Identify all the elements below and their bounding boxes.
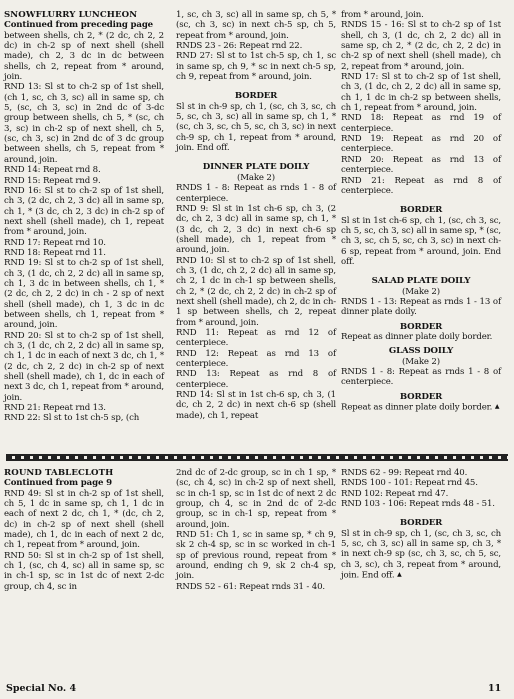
section-title: SNOWFLURRY LUNCHEON xyxy=(4,10,138,20)
border-heading: BORDER xyxy=(399,205,443,216)
glass-doily-title: GLASS DOILY xyxy=(388,346,454,357)
instruction-line: RND 49: Sl st in ch-2 sp of 1st shell, ch 5, 1 dc in same sp, ch 1, 1 dc in each of next 2 dc, ch 1, * (dc, ch 2, dc) in ch-2 sp of next shell (shell made), ch 1, dc in each of next 2 dc, ch 1, repeat from * around, join. xyxy=(4,488,164,551)
tablecloth-column-3 xyxy=(341,468,501,581)
page-number: 11 xyxy=(488,683,502,694)
salad-plate-title: SALAD PLATE DOILY xyxy=(371,276,471,287)
instruction-line: RND 14: Repeat rnd 8. xyxy=(4,165,101,176)
instruction-line: 1, sc, ch 3, sc) all in same sp, ch 5, * (sc, ch 3, sc) in next ch-5 sp, ch 5, repeat from * around, join. xyxy=(176,10,336,41)
instruction-line: RNDS 62 - 99: Repeat rnd 40. xyxy=(341,468,468,478)
instruction-line: RNDS 23 - 26: Repeat rnd 22. xyxy=(176,41,303,52)
instruction-line: RNDS 1 - 8: Repeat as rnds 1 - 8 of centerpiece. xyxy=(341,367,501,388)
end-triangle-icon: ▲ xyxy=(494,403,500,411)
tablecloth-column xyxy=(4,468,164,592)
instruction-line: RND 16: Sl st to ch-2 sp of 1st shell, ch 3, (2 dc, ch 2, 3 dc) all in same sp, ch 1, * (3 dc, ch 2, 3 dc) in ch-2 sp of next shell (shell made), ch 1, repeat from * around, join. xyxy=(4,185,164,238)
border-instructions xyxy=(341,402,501,413)
instruction-line: RND 19: Sl st to ch-2 sp of 1st shell, ch 3, (1 dc, ch 2, 2 dc) all in same sp, ch 1, 3 dc in between shells, ch 1, * (2 dc, ch 2, 2 dc) in ch - 2 sp of next shell (shell made), ch 1, 3 dc in dc between shells, ch 1, repeat from * around, join. xyxy=(4,258,164,331)
instruction-line: RND 102: Repeat rnd 47. xyxy=(341,488,449,499)
border-heading: BORDER xyxy=(399,391,443,402)
instruction-line: RND 15: Repeat rnd 9. xyxy=(4,175,101,186)
instruction-line: 2nd dc of 2-dc group, sc in ch 1 sp, * (sc, ch 4, sc) in ch-2 sp of next shell, sc in ch-1 sp, sc in 1st dc of next 2 dc group, ch 4, sc in 2nd dc of 2-dc group, sc in ch-1 sp, repeat from * around, join. xyxy=(176,468,336,530)
instruction-line: RND 20: Repeat as rnd 13 of centerpiece. xyxy=(341,154,501,176)
dinner-plate-title: DINNER PLATE DOILY xyxy=(202,162,310,173)
snowflurry-column xyxy=(4,10,164,424)
instruction-line: RND 21: Repeat as rnd 8 of centerpiece. xyxy=(341,175,501,196)
dinner-plate-column xyxy=(176,10,336,421)
instruction-line: RNDS 1 - 8: Repeat as rnds 1 - 8 of centerpiece. xyxy=(176,183,336,204)
instruction-line: between shells, ch 2, * (2 dc, ch 2, 2 dc) in ch-2 sp of next shell (shell made), ch 2, 3 dc in dc between shells, ch 2, repeat from * around, join. xyxy=(4,30,164,83)
instruction-line: RND 13: Sl st to ch-2 sp of 1st shell, (ch 1, sc, ch 3, sc) all in same sp, ch 5, (sc, ch 3, sc) in 2nd dc of 3-dc group between shells, ch 5, * (sc, ch 3, sc) in ch-2 sp of next shell, ch 5, (sc, ch 3, sc) in 2nd dc of 3 dc group between shells, ch 5, repeat from * around, join. xyxy=(4,82,164,165)
instruction-line: RNDS 100 - 101: Repeat rnd 45. xyxy=(341,478,478,489)
instruction-line: RND 18: Repeat rnd 11. xyxy=(4,247,106,258)
make-count: (Make 2) xyxy=(402,286,440,297)
border-heading: BORDER xyxy=(399,518,443,529)
instruction-line: RNDS 1 - 13: Repeat as rnds 1 - 13 of dinner plate doily. xyxy=(341,296,501,318)
instruction-line: RND 17: Sl st to ch-2 sp of 1st shell, ch 3, (1 dc, ch 2, 2 dc) all in same sp, ch 1, 1 dc in ch-2 sp between shells, ch 1, repeat from * around, join. xyxy=(341,72,501,114)
instruction-line: RND 20: Sl st to ch-2 sp of 1st shell, ch 3, (1 dc, ch 2, 2 dc) all in same sp, ch 1, 1 dc in each of next 3 dc, ch 1, * (2 dc, ch 2, 2 dc) in ch-2 sp of next shell (shell made), ch 1, dc in each of next 3 dc, ch 1, repeat from * around, join. xyxy=(4,330,164,403)
tablecloth-column-2 xyxy=(176,468,336,592)
make-count: (Make 2) xyxy=(237,172,275,183)
border-instructions: Sl st in 1st ch-6 sp, ch 1, (sc, ch 3, sc, ch 5, sc, ch 3, sc) all in same sp, * (sc, ch 3, sc, ch 5, sc, ch 3, sc) in next ch-6 sp, repeat from * around, join. End off. xyxy=(341,215,501,267)
section-divider xyxy=(6,454,508,461)
instruction-line: RND 9: Sl st in 1st ch-6 sp, ch 3, (2 dc, ch 2, 3 dc) all in same sp, ch 1, * (3 dc, ch 2, 3 dc) in next ch-6 sp (shell made), ch 1, repeat from * around, join. xyxy=(176,203,336,256)
instruction-line: RND 11: Repeat as rnd 12 of centerpiece. xyxy=(176,327,336,349)
section-title: ROUND TABLECLOTH xyxy=(4,468,114,478)
instruction-line: RND 27: Sl st to 1st ch-5 sp, ch 1, sc in same sp, ch 9, * sc in next ch-5 sp, ch 9, repeat from * around, join. xyxy=(176,51,336,83)
instruction-line: RND 13: Repeat as rnd 8 of centerpiece. xyxy=(176,369,336,390)
continued-note: Continued from page 9 xyxy=(4,478,112,489)
border-instructions: Sl st in ch-9 sp, ch 1, (sc, ch 3, sc, ch 5, sc, ch 3, sc) all in same sp, ch 1, * (sc, ch 3, sc, ch 5, sc, ch 3, sc) in next ch-9 sp, ch 1, repeat from * around, join. End off. xyxy=(176,101,336,154)
instruction-line: RNDS 52 - 61: Repeat rnds 31 - 40. xyxy=(176,581,325,592)
border-text: Repeat as dinner plate doily border. xyxy=(341,402,493,413)
border-instructions: Repeat as dinner plate doily border. xyxy=(341,331,493,342)
instruction-line: RND 17: Repeat rnd 10. xyxy=(4,237,106,248)
end-triangle-icon: ▲ xyxy=(397,571,402,579)
make-count: (Make 2) xyxy=(402,356,440,367)
instruction-line: RNDS 15 - 16: Sl st to ch-2 sp of 1st shell, ch 3, (1 dc, ch 2, 2 dc) all in same sp, ch 2, * (2 dc, ch 2, 2 dc) in ch-2 sp of next shell (shell made), ch 2, repeat from * around, join. xyxy=(341,20,501,72)
instruction-line: RND 51: Ch 1, sc in same sp, * ch 9, sk 2 ch-4 sp, sc in sc worked in ch-1 sp of previous round, repeat from * around, ending ch 9, sk 2 ch-4 sp, join. xyxy=(176,530,336,582)
instruction-line: RND 22: Sl st to 1st ch-5 sp, (ch xyxy=(4,413,140,424)
border-heading: BORDER xyxy=(399,321,443,332)
instruction-line: RND 12: Repeat as rnd 13 of centerpiece. xyxy=(176,348,336,369)
continued-note: Continued from preceding page xyxy=(4,20,153,31)
instruction-line: RND 21: Repeat rnd 13. xyxy=(4,403,106,414)
instruction-line: from * around, join. xyxy=(341,10,424,20)
border-instructions xyxy=(341,529,501,581)
instruction-line: RND 50: Sl st in ch-2 sp of 1st shell, ch 1, (sc, ch 4, sc) all in same sp, sc in ch-1 sp, sc in 1st dc of next 2-dc group, ch 4, sc in xyxy=(4,550,164,592)
doily-column xyxy=(341,10,501,413)
instruction-line: RND 18: Repeat as rnd 19 of centerpiece. xyxy=(341,113,501,134)
instruction-line: RND 14: Sl st in 1st ch-6 sp, ch 3, (1 dc, ch 2, 2 dc) in next ch-6 sp (shell made), ch 1, repeat xyxy=(176,390,336,421)
instruction-line: RND 10: Sl st to ch-2 sp of 1st shell, ch 3, (1 dc, ch 2, 2 dc) all in same sp, ch 2, 1 dc in ch-1 sp between shells, ch 2, * (2 dc, ch 2, 2 dc) in ch-2 sp of next shell (shell made), ch 2, dc in ch-1 sp between shells, ch 2, repeat from * around, join. xyxy=(176,255,336,328)
instruction-line: RND 19: Repeat as rnd 20 of centerpiece. xyxy=(341,134,501,155)
border-text: Sl st in ch-9 sp, ch 1, (sc, ch 3, sc, ch 5, sc, ch 3, sc) all in same sp, ch 3, * in next ch-9 sp (sc, ch 3, sc, ch 5, sc, ch 3, sc), ch 3, repeat from * around, join. End off. xyxy=(341,528,501,581)
instruction-line: RND 103 - 106: Repeat rnds 48 - 51. xyxy=(341,499,495,510)
border-heading: BORDER xyxy=(234,91,278,102)
issue-label: Special No. 4 xyxy=(6,683,77,694)
